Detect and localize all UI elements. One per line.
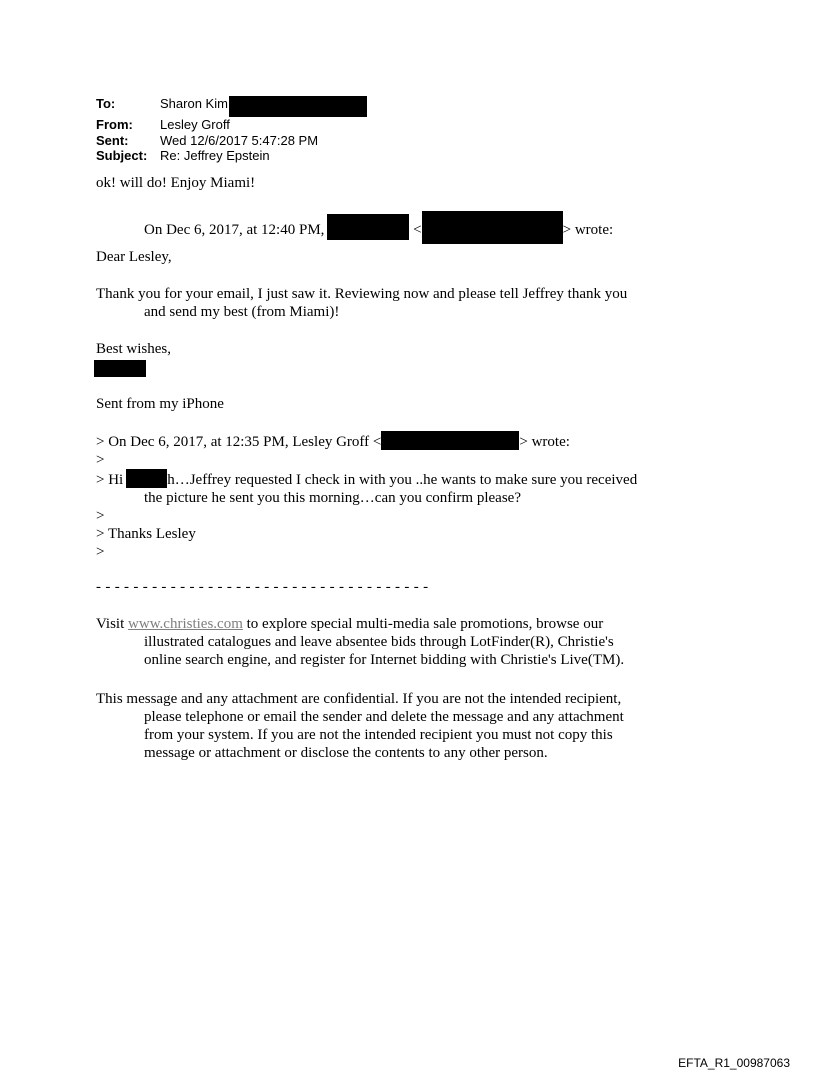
quote-header-1-prefix: On Dec 6, 2017, at 12:40 PM, [144, 222, 325, 238]
closing: Best wishes, [96, 341, 171, 357]
confidentiality-line-2: please telephone or email the sender and delete the message and any attachment [144, 709, 624, 725]
redaction-box [381, 431, 519, 450]
quoted-line: > [96, 452, 105, 468]
subject-label: Subject: [96, 148, 148, 163]
sent-label: Sent: [96, 132, 129, 148]
christies-link[interactable]: www.christies.com [128, 616, 243, 632]
quoted-message [96, 431, 637, 561]
quoted-line-1-suffix: > wrote: [519, 434, 570, 450]
redaction-box [126, 469, 167, 488]
redaction-box [327, 214, 409, 240]
quoted-line [96, 431, 637, 451]
confidentiality-line-1: This message and any attachment are confidential. If you are not the intended recipient, [96, 691, 622, 707]
to-label: To: [96, 96, 116, 111]
quoted-line-3-prefix: > Hi [96, 472, 124, 488]
confidentiality-line-3: from your system. If you are not the intended recipient you must not copy this [144, 727, 613, 743]
quoted-line: the picture he sent you this morning…can you confirm please? [144, 490, 521, 506]
signature: Sent from my iPhone [96, 396, 224, 412]
quoted-line: > [96, 544, 105, 560]
quoted-line: > [96, 508, 105, 524]
visit-line-3: online search engine, and register for Internet bidding with Christie's Live(TM). [144, 652, 625, 668]
from-value: Lesley Groff [160, 117, 230, 132]
document-id: EFTA_R1_00987063 [678, 1056, 790, 1070]
confidentiality-line-4: message or attachment or disclose the contents to any other person. [144, 745, 548, 761]
subject-value: Re: Jeffrey Epstein [160, 148, 270, 163]
from-row [96, 117, 367, 133]
from-label: From: [96, 117, 133, 132]
to-row [96, 96, 367, 117]
redaction-box [422, 211, 563, 244]
visit-word: Visit [96, 616, 125, 632]
quoted-line [96, 469, 637, 489]
quote-header-1-suffix: > wrote: [562, 222, 614, 238]
reply-text: ok! will do! Enjoy Miami! [96, 175, 256, 191]
to-value: Sharon Kim [160, 96, 228, 111]
quote-header-1-lt: < [413, 222, 422, 238]
paragraph-1 [96, 285, 627, 321]
separator-line: - - - - - - - - - - - - - - - - - - - - - - - - - - - - - - - - - - - - [96, 579, 429, 595]
redaction-box [229, 96, 367, 117]
greeting: Dear Lesley, [96, 249, 172, 265]
visit-line-1-rest: to explore special multi-media sale promotions, browse our [246, 616, 604, 632]
paragraph-1-line-1: Thank you for your email, I just saw it. Reviewing now and please tell Jeffrey thank you [96, 286, 628, 302]
quoted-line-1-prefix: > On Dec 6, 2017, at 12:35 PM, Lesley Groff < [96, 434, 382, 450]
visit-paragraph [96, 615, 624, 669]
visit-line-1 [96, 615, 624, 633]
subject-row [96, 148, 367, 164]
sent-value: Wed 12/6/2017 5:47:28 PM [160, 132, 319, 148]
email-header [96, 96, 367, 164]
quoted-line-3-suffix: h…Jeffrey requested I check in with you ..he wants to make sure you received [167, 472, 638, 488]
confidentiality-paragraph [96, 690, 624, 762]
quote-header-1 [96, 211, 613, 244]
redaction-box [94, 360, 146, 377]
visit-line-2: illustrated catalogues and leave absentee bids through LotFinder(R), Christie's [144, 634, 614, 650]
paragraph-1-line-2: and send my best (from Miami)! [144, 304, 340, 320]
sent-row [96, 133, 367, 149]
quoted-line: > Thanks Lesley [96, 526, 196, 542]
